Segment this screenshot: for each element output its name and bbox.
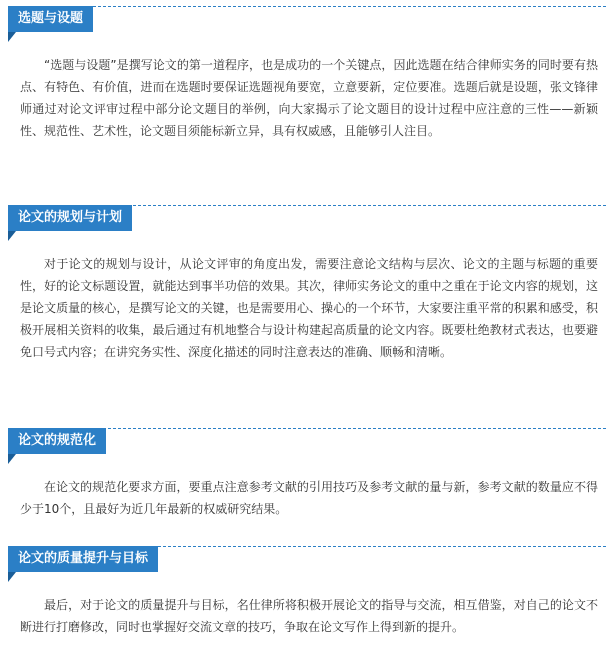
section-divider <box>8 6 606 27</box>
section-header: 论文的规划与计划 <box>8 205 132 231</box>
section-paragraph: 在论文的规范化要求方面，要重点注意参考文献的引用技巧及参考文献的量与新，参考文献的数量应不得少于10个，且最好为近几年最新的权威研究结果。 <box>20 480 598 516</box>
section-header: 选题与设题 <box>8 6 93 32</box>
section-paragraph: “选题与设题”是撰写论文的第一道程序，也是成功的一个关键点，因此选题在结合律师实务的同时要有热点、有特色、有价值，进而在选题时要保证选题视角要宽，立意要新，定位要准。选题后就是设题，张文锋律师通过对论文评审过程中部分论文题目的举例，向大家揭示了论文题目的设计过程中应注意的三性——新颖性、规范性、艺术性，论文题目须能标新立异，具有权威感，且能够引人注目。 <box>20 58 598 138</box>
section-header: 论文的规范化 <box>8 428 106 454</box>
section-paragraph: 最后，对于论文的质量提升与目标，名仕律所将积极开展论文的指导与交流，相互借鉴，对自己的论文不断进行打磨修改，同时也掌握好交流文章的技巧，争取在论文写作上得到新的提升。 <box>20 598 598 634</box>
section-header: 论文的质量提升与目标 <box>8 546 158 572</box>
section-paragraph: 对于论文的规划与设计，从论文评审的角度出发，需要注意论文结构与层次、论文的主题与标题的重要性，好的论文标题设置，就能达到事半功倍的效果。其次，律师实务论文的重中之重在于论文内容的规划，这是论文质量的核心，是撰写论文的关键，也是需要用心、操心的一个环节，大家要注重平常的积累和感受，积极开展相关资料的收集，最后通过有机地整合与设计构建起高质量的论文内容。既要杜绝教材式表达，也要避免口号式内容；在讲究务实性、深度化描述的同时注意表达的准确、顺畅和清晰。 <box>20 257 598 359</box>
